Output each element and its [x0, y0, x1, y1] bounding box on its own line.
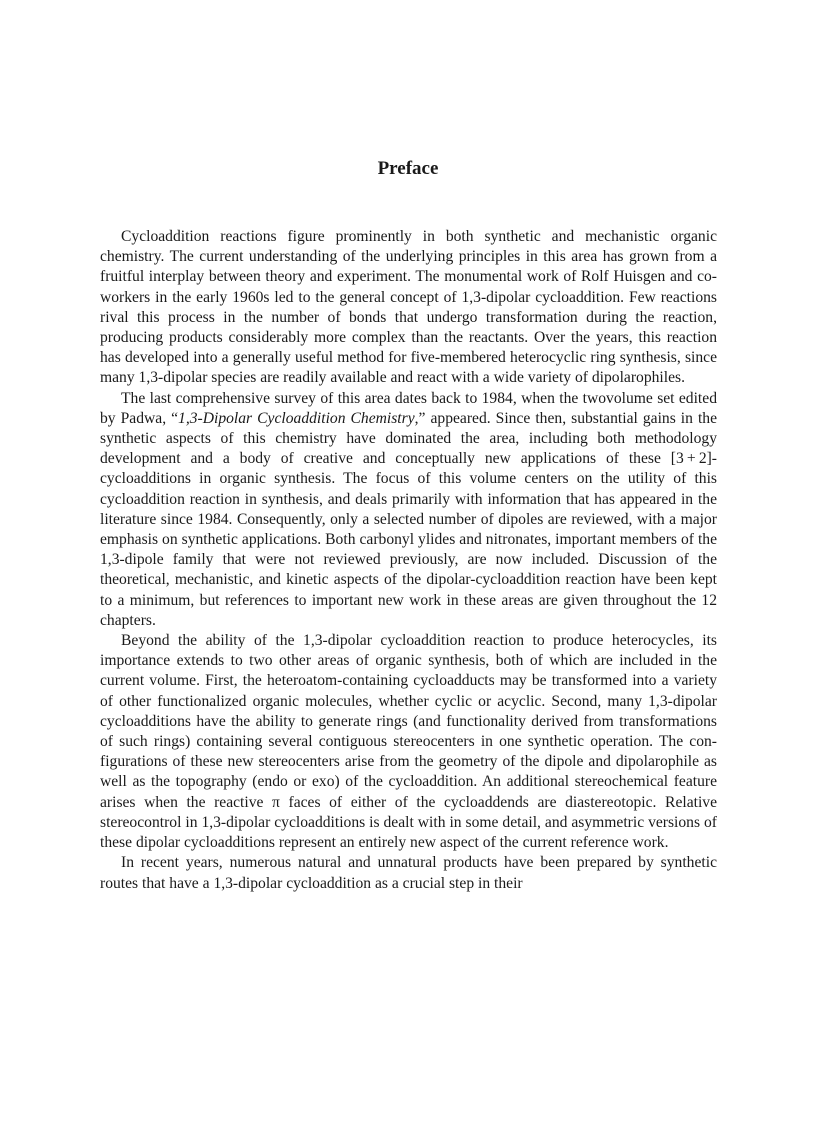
paragraph-1: Cycloaddition reactions figure prominently in both synthetic and mechanistic organic chemistry. The current understanding of the underlying principles in this area has grown from a fruitful interplay between theory and experiment. The monumental work of Rolf Huisgen and co-workers in the early 1960s led to the general concept of 1,3-dipolar cycloaddition. Few reactions rival this process in the number of bonds that undergo transformation during the reaction, producing products considerably more complex than the reactants. Over the years, this reaction has developed into a generally useful method for five-membered heterocyclic ring synthesis, since many 1,3-dipolar species are readily available and react with a wide variety of dipolarophiles. — [100, 228, 717, 387]
paragraph-3: Beyond the ability of the 1,3-dipolar cycloaddition reaction to produce heterocycles, its importance extends to two other areas of organic synthesis, both of which are included in the current volume. First, the heteroatom-containing cycloadducts may be transformed into a variety of other functionalized organic molecules, whether cyclic or acyclic. Second, many 1,3-dipolar cycloadditions have the ability to generate rings (and functionality derived from transformations of such rings) containing several contiguous stereocenters in one synthetic operation. The configurations of these new stereocenters arise from the geometry of the dipole and dipolarophile as well as the topography (endo or exo) of the cycloaddition. An additional stereochemical feature arises when the reactive π faces of either of the cycloaddends are diastereotopic. Relative stereocontrol in 1,3-dipolar cycloadditions is dealt with in some detail, and asymmetric versions of these dipolar cycloadditions represent an entirely new aspect of the current reference work. — [100, 632, 717, 852]
page-title: Preface — [377, 158, 439, 179]
paragraph-2-text-start: The last comprehensive survey of this area dates back to 1984, when the twovolume set edited by Padwa, “ — [100, 389, 717, 427]
paragraph-2 — [100, 389, 717, 631]
preface-body — [100, 227, 717, 894]
book-title: 1,3-Dipolar Cycloaddition Chemistry — [178, 409, 415, 427]
paragraph-4: In recent years, numerous natural and unnatural products have been prepared by synthetic routes that have a 1,3-dipolar cycloaddition as a crucial step in their — [100, 854, 717, 892]
paragraph-2-text-end: ,” appeared. Since then, substantial gains in the synthetic aspects of this chemistry have dominated the area, including both methodology development and a body of creative and conceptually new applications of these [3 + 2]-cycloadditions in organic synthesis. The focus of this volume centers on the utility of this cycloaddition reaction in synthesis, and deals primarily with information that has appeared in the literature since 1984. Consequently, only a selected number of dipoles are reviewed, with a major emphasis on synthetic applications. Both carbonyl ylides and nitronates, important members of the 1,3-dipole family that were not reviewed previously, are now included. Discussion of the theoretical, mechanistic, and kinetic aspects of the dipolar-cycloaddition reaction have been kept to a minimum, but references to important new work in these areas are given throughout the 12 chapters. — [100, 409, 717, 629]
